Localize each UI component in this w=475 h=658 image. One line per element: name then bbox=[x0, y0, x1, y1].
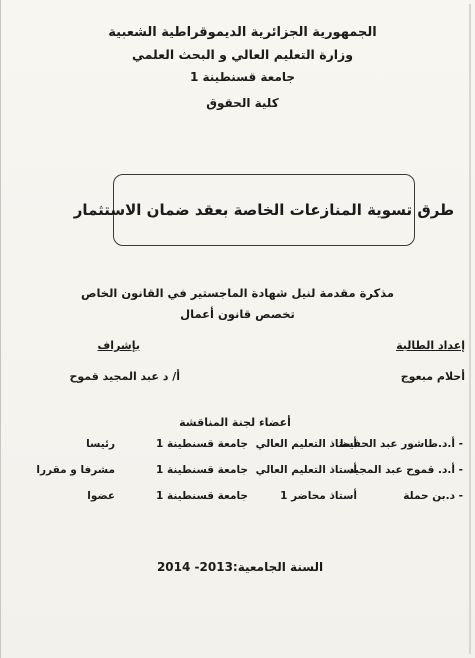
member-role: مشرفا و مقررا bbox=[36, 464, 115, 476]
thesis-specialty: تخصص قانون أعمال bbox=[180, 307, 295, 321]
member-name: - أ.د.طاشور عبد الحفيظ bbox=[338, 438, 463, 450]
prepared-by-label: إعداد الطالبة bbox=[396, 339, 465, 352]
faculty-line: كلية الحقوق bbox=[206, 96, 279, 110]
institution-header bbox=[40, 22, 445, 114]
member-role: رئيسا bbox=[86, 438, 115, 450]
member-rank: أستاذ محاضر 1 bbox=[280, 490, 357, 502]
scan-right-edge bbox=[469, 4, 471, 654]
republic-line: الجمهورية الجزائرية الديموقراطية الشعبية bbox=[108, 25, 377, 40]
student-name: أحلام مبعوج bbox=[400, 370, 465, 383]
member-role: عضوا bbox=[87, 490, 115, 502]
university-line: جامعة قسنطينة 1 bbox=[189, 70, 296, 84]
thesis-title: طرق تسوية المنازعات الخاصة بعقد ضمان الاستثمار bbox=[73, 201, 455, 219]
supervisor-name: أ/ د عبد المجيد قموح bbox=[69, 370, 180, 383]
member-name: - د.بن حملة bbox=[403, 490, 463, 502]
academic-year: السنة الجامعية:2013- 2014 bbox=[156, 560, 324, 574]
scan-edge bbox=[0, 0, 1, 658]
member-name: - أ.د. قموح عبد المجيد bbox=[348, 464, 463, 476]
member-university: جامعة قسنطينة 1 bbox=[156, 438, 248, 450]
thesis-description bbox=[60, 283, 415, 325]
thesis-purpose: مذكرة مقدمة لنيل شهادة الماجستير في القانون الخاص bbox=[81, 286, 394, 300]
member-rank: أستاذ التعليم العالي bbox=[255, 464, 357, 476]
ministry-line: وزارة التعليم العالي و البحث العلمي bbox=[131, 47, 354, 62]
supervision-label: بإشراف bbox=[97, 339, 140, 352]
member-university: جامعة قسنطينة 1 bbox=[156, 490, 248, 502]
member-rank: أستاذ التعليم العالي bbox=[255, 438, 357, 450]
member-university: جامعة قسنطينة 1 bbox=[156, 464, 248, 476]
thesis-title-box bbox=[73, 174, 455, 246]
committee-title: أعضاء لجنة المناقشة bbox=[179, 416, 291, 429]
